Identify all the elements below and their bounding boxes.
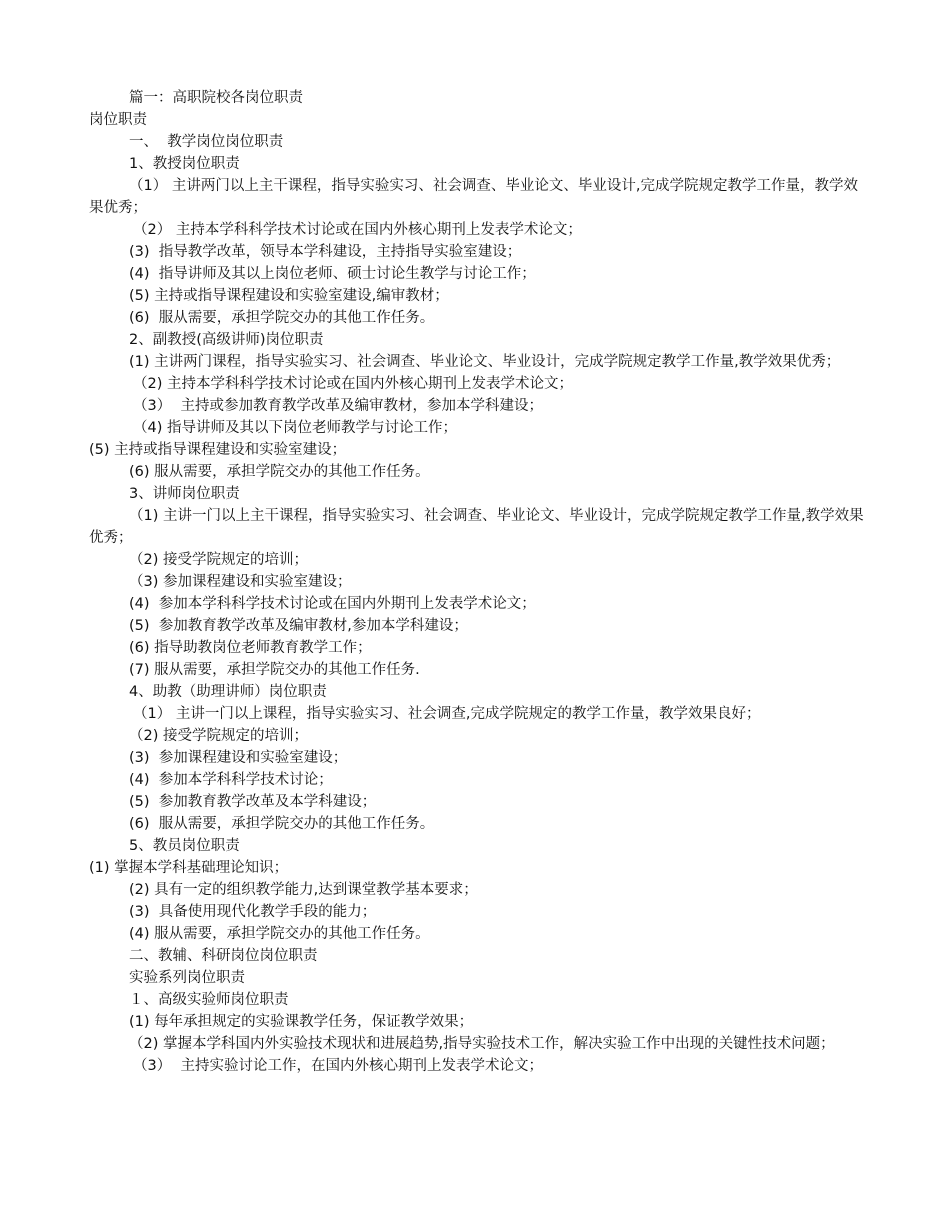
text-line: （1) 主讲一门以上主干课程，指导实验实习、社会调查、毕业论文、毕业设计，完成学院规定教学工作量,教学效果优秀； [89, 508, 864, 546]
text-line: 岗位职责 [89, 112, 147, 128]
text-line: (5) 主持或指导课程建设和实验室建设,编审教材； [129, 288, 449, 304]
text-line: (3) 参加课程建设和实验室建设； [129, 750, 348, 766]
text-line: （2） 主持本学科科学技术讨论或在国内外核心期刊上发表学术论文； [133, 222, 582, 238]
text-line: （3） 主持实验讨论工作，在国内外核心期刊上发表学术论文； [133, 1058, 543, 1074]
text-line: (1) 掌握本学科基础理论知识； [89, 860, 289, 876]
text-line: (4) 指导讲师及其以上岗位老师、硕士讨论生教学与讨论工作； [129, 266, 536, 282]
text-line: 二、教辅、科研岗位岗位职责 [129, 948, 318, 964]
text-line: (4) 参加本学科科学技术讨论或在国内外期刊上发表学术论文； [129, 596, 536, 612]
text-line: （2) 主持本学科科学技术讨论或在国内外核心期刊上发表学术论文； [133, 376, 573, 392]
text-line: 2、副教授(高级讲师)岗位职责 [129, 332, 324, 348]
text-line: （1） 主讲一门以上课程，指导实验实习、社会调查,完成学院规定的教学工作量，教学效果良好； [133, 706, 761, 722]
text-line: 篇一：高职院校各岗位职责 [129, 90, 303, 106]
text-line: (1) 主讲两门课程，指导实验实习、社会调查、毕业论文、毕业设计，完成学院规定教学工作量,教学效果优秀； [129, 354, 841, 370]
text-line: (4) 参加本学科科学技术讨论； [129, 772, 333, 788]
text-line: (6) 服从需要，承担学院交办的其他工作任务。 [129, 816, 435, 832]
text-line: (5) 参加教育教学改革及编审教材,参加本学科建设； [129, 618, 468, 634]
text-line: （4) 指导讲师及其以下岗位老师教学与讨论工作； [133, 420, 457, 436]
text-line: (3) 指导教学改革，领导本学科建设，主持指导实验室建设； [129, 244, 522, 260]
text-line: (6) 服从需要，承担学院交办的其他工作任务。 [129, 310, 435, 326]
text-line: 5、教员岗位职责 [129, 838, 240, 854]
text-line: (6) 指导助教岗位老师教育教学工作； [129, 640, 372, 656]
text-line: 3、讲师岗位职责 [129, 486, 240, 502]
text-line: 4、助教（助理讲师）岗位职责 [129, 684, 327, 700]
text-line: (3) 具备使用现代化教学手段的能力； [129, 904, 377, 920]
text-line: (2) 具有一定的组织教学能力,达到课堂教学基本要求； [129, 882, 478, 898]
text-line: (5) 主持或指导课程建设和实验室建设； [89, 442, 347, 458]
text-line: （2) 掌握本学科国内外实验技术现状和进展趋势,指导实验技术工作，解决实验工作中出现的关键性技术问题； [129, 1036, 835, 1052]
text-line: (5) 参加教育教学改革及本学科建设； [129, 794, 377, 810]
text-line: （3） 主持或参加教育教学改革及编审教材，参加本学科建设； [133, 398, 543, 414]
text-line: (4) 服从需要，承担学院交办的其他工作任务。 [129, 926, 430, 942]
text-line: （3) 参加课程建设和实验室建设； [129, 574, 352, 590]
document-body [89, 87, 864, 1077]
text-line: 一、 教学岗位岗位职责 [129, 134, 284, 150]
text-line: （2) 接受学院规定的培训； [129, 552, 308, 568]
text-line: (6) 服从需要，承担学院交办的其他工作任务。 [129, 464, 430, 480]
text-line: (7) 服从需要，承担学院交办的其他工作任务. [129, 662, 420, 678]
text-line: 1、教授岗位职责 [129, 156, 240, 172]
text-line: 实验系列岗位职责 [129, 970, 245, 986]
text-line: １、高级实验师岗位职责 [129, 992, 289, 1008]
text-line: (1) 每年承担规定的实验课教学任务，保证教学效果； [129, 1014, 474, 1030]
text-line: （1） 主讲两门以上主干课程，指导实验实习、社会调查、毕业论文、毕业设计,完成学院规定教学工作量，教学效果优秀； [89, 178, 858, 216]
text-line: （2) 接受学院规定的培训； [129, 728, 308, 744]
